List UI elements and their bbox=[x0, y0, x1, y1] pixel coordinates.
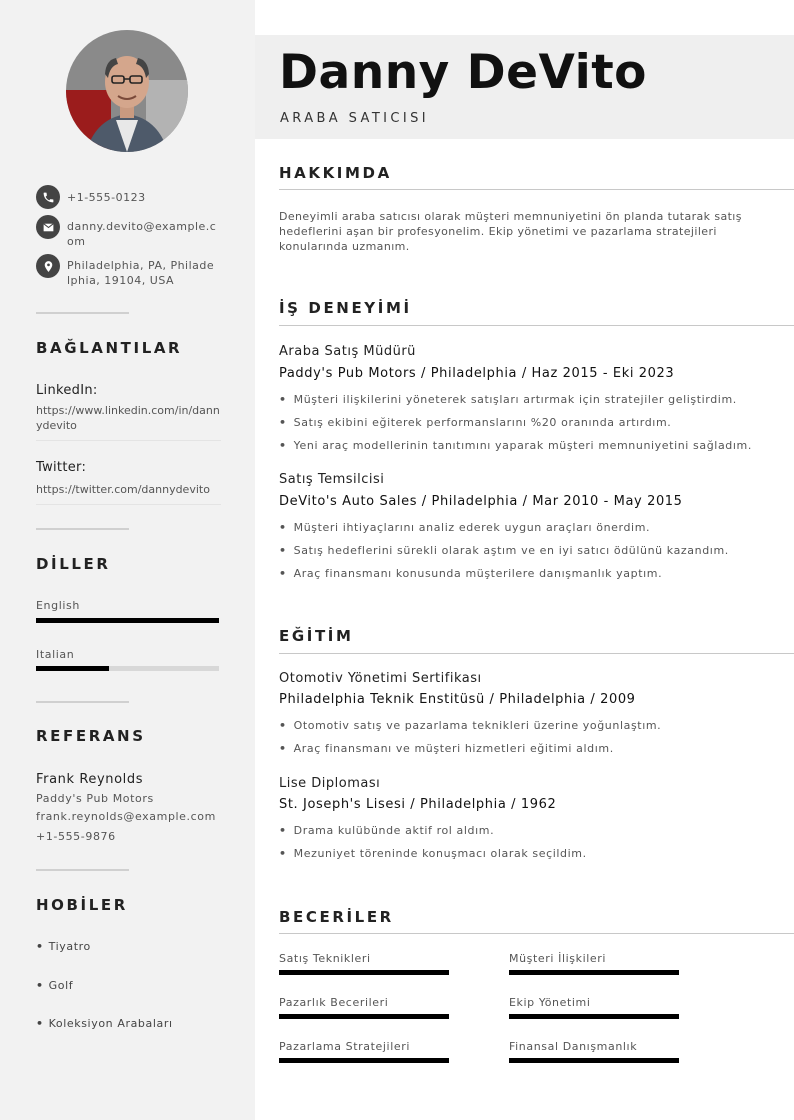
bullet-text: Satış ekibini eğiterek performanslarını %20 oranında artırdım. bbox=[293, 416, 672, 429]
language-name: Italian bbox=[36, 648, 75, 661]
phone-icon bbox=[36, 185, 60, 209]
job-entry-subtitle: DeVito's Auto Sales / Philadelphia / Mar 2010 - May 2015 bbox=[279, 494, 683, 509]
links-heading: BAĞLANTILAR bbox=[36, 339, 183, 357]
skill-name: Finansal Danışmanlık bbox=[509, 1040, 638, 1053]
divider bbox=[36, 701, 129, 703]
skill-name: Müşteri İlişkileri bbox=[509, 952, 607, 965]
job-entry-subtitle: Paddy's Pub Motors / Philadelphia / Haz 2015 - Eki 2023 bbox=[279, 366, 675, 381]
section-rule bbox=[279, 933, 794, 934]
education-bullet: • Otomotiv satış ve pazarlama teknikleri üzerine yoğunlaştım. bbox=[279, 719, 662, 732]
section-rule bbox=[279, 325, 794, 326]
job-bullet: • Satış ekibini eğiterek performanslarını %20 oranında artırdım. bbox=[279, 416, 672, 429]
job-bullet: • Müşteri ilişkilerini yöneterek satışları artırmak için stratejiler geliştirdim. bbox=[279, 393, 737, 406]
bullet-text: Mezuniyet töreninde konuşmacı olarak seçildim. bbox=[293, 847, 587, 860]
phone-text: +1-555-0123 bbox=[67, 191, 146, 204]
job-bullet: • Satış hedeflerini sürekli olarak aştım ve en iyi satıcı ödülünü kazandım. bbox=[279, 544, 729, 557]
skill-level-bar bbox=[509, 1058, 679, 1063]
language-name: English bbox=[36, 599, 80, 612]
skill-level-bar bbox=[279, 1058, 449, 1063]
section-rule bbox=[279, 653, 794, 654]
linkedin-label: LinkedIn: bbox=[36, 383, 98, 398]
skill-level-fill bbox=[509, 970, 679, 975]
education-bullet: • Drama kulübünde aktif rol aldım. bbox=[279, 824, 495, 837]
skill-name: Satış Teknikleri bbox=[279, 952, 371, 965]
section-rule bbox=[279, 189, 794, 190]
divider bbox=[36, 869, 129, 871]
twitter-label: Twitter: bbox=[36, 460, 87, 475]
hobby-item: • Golf bbox=[36, 979, 74, 992]
language-level-bar bbox=[36, 618, 219, 623]
education-bullet: • Araç finansmanı ve müşteri hizmetleri eğitimi aldım. bbox=[279, 742, 614, 755]
skill-name: Pazarlık Becerileri bbox=[279, 996, 389, 1009]
references-heading: REFERANS bbox=[36, 727, 146, 745]
main-content bbox=[255, 0, 794, 1120]
about-text: Deneyimli araba satıcısı olarak müşteri memnuniyetini ön planda tutarak satış hedeflerini aşan bir profesyonelim. Ekip yönetimi ve pazarlama stratejileri konularında uzmanım. bbox=[279, 210, 742, 253]
skill-level-fill bbox=[279, 1014, 449, 1019]
avatar bbox=[66, 30, 188, 152]
twitter-link[interactable]: https://twitter.com/dannydevito bbox=[36, 483, 210, 496]
skill-level-fill bbox=[279, 970, 449, 975]
divider bbox=[36, 312, 129, 314]
bullet-text: Araç finansmanı konusunda müşterilere danışmanlık yaptım. bbox=[293, 567, 663, 580]
bullet-text: Araç finansmanı ve müşteri hizmetleri eğitimi aldım. bbox=[293, 742, 614, 755]
job-bullet: • Araç finansmanı konusunda müşterilere danışmanlık yaptım. bbox=[279, 567, 663, 580]
reference-name: Frank Reynolds bbox=[36, 772, 144, 787]
skill-level-bar bbox=[509, 1014, 679, 1019]
job-title: ARABA SATICISI bbox=[280, 111, 429, 126]
job-entry-title: Satış Temsilcisi bbox=[279, 472, 385, 487]
contact-address bbox=[36, 254, 217, 288]
language-level-fill bbox=[36, 618, 219, 623]
bullet-text: Yeni araç modellerinin tanıtımını yaparak müşteri memnuniyetini sağladım. bbox=[293, 439, 752, 452]
bullet-text: Drama kulübünde aktif rol aldım. bbox=[293, 824, 495, 837]
job-bullet: • Yeni araç modellerinin tanıtımını yaparak müşteri memnuniyetini sağladım. bbox=[279, 439, 752, 452]
education-entry-subtitle: Philadelphia Teknik Enstitüsü / Philadelphia / 2009 bbox=[279, 692, 636, 707]
hobby-item: • Tiyatro bbox=[36, 940, 91, 953]
language-level-bar bbox=[36, 666, 219, 671]
job-entry-title: Araba Satış Müdürü bbox=[279, 344, 416, 359]
education-entry-subtitle: St. Joseph's Lisesi / Philadelphia / 1962 bbox=[279, 797, 557, 812]
education-heading: EĞİTİM bbox=[279, 627, 354, 645]
language-level-fill bbox=[36, 666, 109, 671]
skill-level-fill bbox=[279, 1058, 449, 1063]
divider bbox=[36, 528, 129, 530]
about-heading: HAKKIMDA bbox=[279, 164, 392, 182]
hobby-label: Koleksiyon Arabaları bbox=[48, 1017, 173, 1030]
hobby-label: Golf bbox=[48, 979, 74, 992]
reference-company: Paddy's Pub Motors bbox=[36, 792, 154, 805]
skill-level-bar bbox=[279, 1014, 449, 1019]
job-bullet: • Müşteri ihtiyaçlarını analiz ederek uygun araçları önerdim. bbox=[279, 521, 651, 534]
contact-email bbox=[36, 215, 217, 249]
skill-level-bar bbox=[279, 970, 449, 975]
hobbies-heading: HOBİLER bbox=[36, 896, 128, 914]
link-separator bbox=[36, 504, 221, 505]
email-text: danny.devito@example.com bbox=[67, 220, 217, 248]
bullet-text: Satış hedeflerini sürekli olarak aştım ve en iyi satıcı ödülünü kazandım. bbox=[293, 544, 729, 557]
skill-level-fill bbox=[509, 1058, 679, 1063]
email-icon bbox=[36, 215, 60, 239]
link-separator bbox=[36, 440, 221, 441]
skill-name: Ekip Yönetimi bbox=[509, 996, 591, 1009]
location-pin-icon bbox=[36, 254, 60, 278]
languages-heading: DİLLER bbox=[36, 555, 111, 573]
linkedin-link[interactable]: https://www.linkedin.com/in/dannydevito bbox=[36, 404, 220, 432]
reference-phone: +1-555-9876 bbox=[36, 830, 116, 843]
name-header bbox=[255, 35, 794, 139]
skills-heading: BECERİLER bbox=[279, 908, 394, 926]
person-name: Danny DeVito bbox=[279, 45, 647, 100]
education-entry-title: Otomotiv Yönetimi Sertifikası bbox=[279, 671, 482, 686]
education-bullet: • Mezuniyet töreninde konuşmacı olarak seçildim. bbox=[279, 847, 587, 860]
bullet-text: Müşteri ilişkilerini yöneterek satışları artırmak için stratejiler geliştirdim. bbox=[293, 393, 737, 406]
bullet-text: Otomotiv satış ve pazarlama teknikleri üzerine yoğunlaştım. bbox=[293, 719, 662, 732]
skill-level-fill bbox=[509, 1014, 679, 1019]
experience-heading: İŞ DENEYİMİ bbox=[279, 299, 412, 317]
address-text: Philadelphia, PA, Philadelphia, 19104, USA bbox=[67, 259, 215, 287]
contact-phone bbox=[36, 185, 217, 209]
skill-name: Pazarlama Stratejileri bbox=[279, 1040, 411, 1053]
hobby-label: Tiyatro bbox=[48, 940, 91, 953]
hobby-item: • Koleksiyon Arabaları bbox=[36, 1017, 173, 1030]
sidebar bbox=[0, 0, 255, 1120]
reference-email[interactable]: frank.reynolds@example.com bbox=[36, 810, 216, 823]
skill-level-bar bbox=[509, 970, 679, 975]
education-entry-title: Lise Diploması bbox=[279, 776, 381, 791]
bullet-text: Müşteri ihtiyaçlarını analiz ederek uygun araçları önerdim. bbox=[293, 521, 651, 534]
